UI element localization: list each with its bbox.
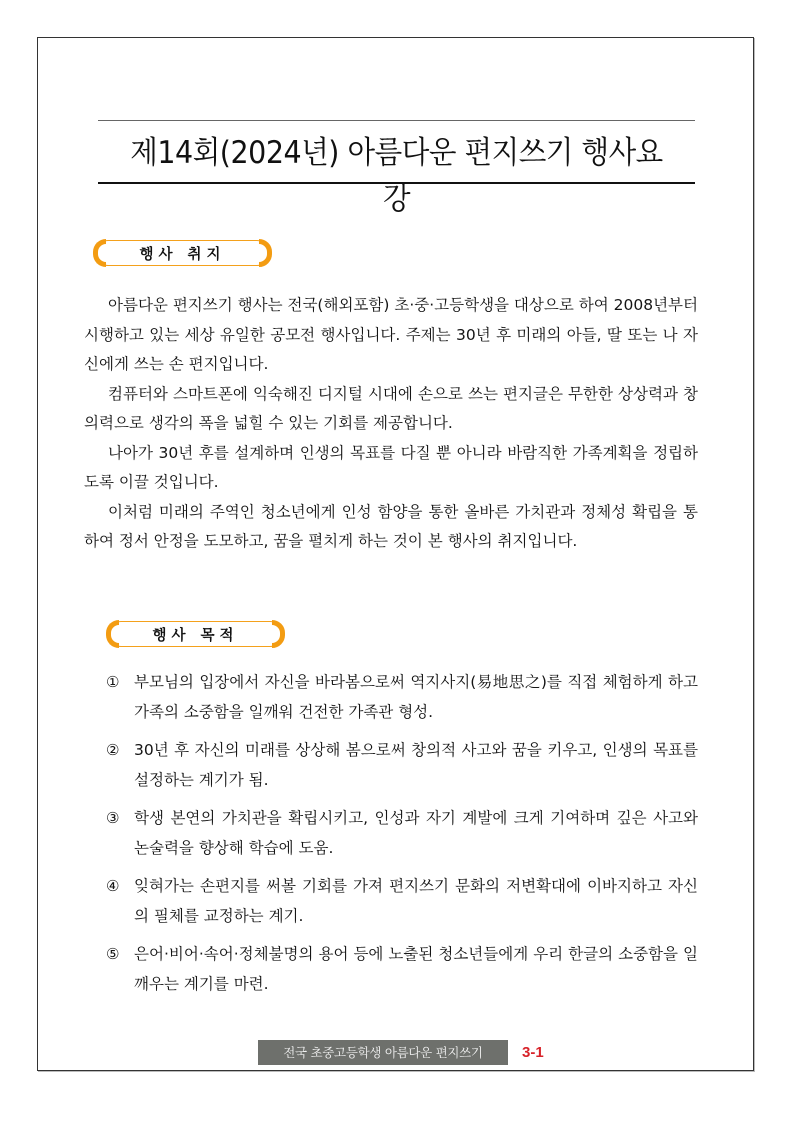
purpose-body	[84, 291, 698, 557]
goal-number: ①	[106, 673, 120, 691]
goal-number: ④	[106, 877, 120, 895]
goal-text: 30년 후 자신의 미래를 상상해 봄으로써 창의적 사고와 꿈을 키우고, 인생의 목표를 설정하는 계기가 됨.	[134, 741, 698, 789]
purpose-paragraph: 아름다운 편지쓰기 행사는 전국(해외포함) 초·중·고등학생을 대상으로 하여 2008년부터 시행하고 있는 세상 유일한 공모전 행사입니다. 주제는 30년 후 미래의 아들, 딸 또는 나 자신에게 쓰는 손 편지입니다.	[84, 296, 698, 373]
title-rule-bottom	[98, 182, 695, 184]
goal-number: ②	[106, 741, 120, 759]
goal-text: 은어·비어·속어·정체불명의 용어 등에 노출된 청소년들에게 우리 한글의 소중함을 일깨우는 계기를 마련.	[134, 945, 698, 993]
section-heading-label: 행사 취지	[139, 246, 226, 263]
goal-text: 부모님의 입장에서 자신을 바라봄으로써 역지사지(易地思之)를 직접 체험하게 하고 가족의 소중함을 일깨워 건전한 가족관 형성.	[134, 673, 698, 721]
purpose-paragraph: 나아가 30년 후를 설계하며 인생의 목표를 다질 뿐 아니라 바람직한 가족계획을 정립하도록 이끌 것입니다.	[84, 443, 698, 491]
goal-item	[106, 940, 698, 999]
footer-label: 전국 초중고등학생 아름다운 편지쓰기	[258, 1040, 508, 1065]
page-number: 3-1	[522, 1044, 544, 1061]
section-heading-purpose	[95, 240, 270, 266]
document-title: 제14회(2024년) 아름다운 편지쓰기 행사요강	[130, 135, 663, 217]
page-footer	[258, 1040, 544, 1065]
title-rule-top	[98, 120, 695, 121]
goal-item	[106, 668, 698, 727]
goal-item	[106, 736, 698, 795]
goal-text: 잊혀가는 손편지를 써볼 기회를 가져 편지쓰기 문화의 저변확대에 이바지하고 자신의 필체를 교정하는 계기.	[134, 877, 698, 925]
goal-item	[106, 804, 698, 863]
goal-text: 학생 본연의 가치관을 확립시키고, 인성과 자기 계발에 크게 기여하며 깊은 사고와 논술력을 향상해 학습에 도움.	[134, 809, 698, 857]
pill-left-cap-icon	[93, 239, 119, 267]
goal-item	[106, 872, 698, 931]
goals-list	[106, 668, 698, 1008]
pill-right-cap-icon	[246, 239, 272, 267]
purpose-paragraph: 컴퓨터와 스마트폰에 익숙해진 디지털 시대에 손으로 쓰는 편지글은 무한한 상상력과 창의력으로 생각의 폭을 넓힐 수 있는 기회를 제공합니다.	[84, 384, 698, 432]
section-heading-label: 행사 목적	[152, 627, 239, 644]
pill-right-cap-icon	[259, 620, 285, 648]
goal-number: ③	[106, 809, 120, 827]
section-heading-goals	[108, 621, 283, 647]
pill-left-cap-icon	[106, 620, 132, 648]
goal-number: ⑤	[106, 945, 120, 963]
purpose-paragraph: 이처럼 미래의 주역인 청소년에게 인성 함양을 통한 올바른 가치관과 정체성 확립을 통하여 정서 안정을 도모하고, 꿈을 펼치게 하는 것이 본 행사의 취지입니다.	[84, 502, 698, 550]
